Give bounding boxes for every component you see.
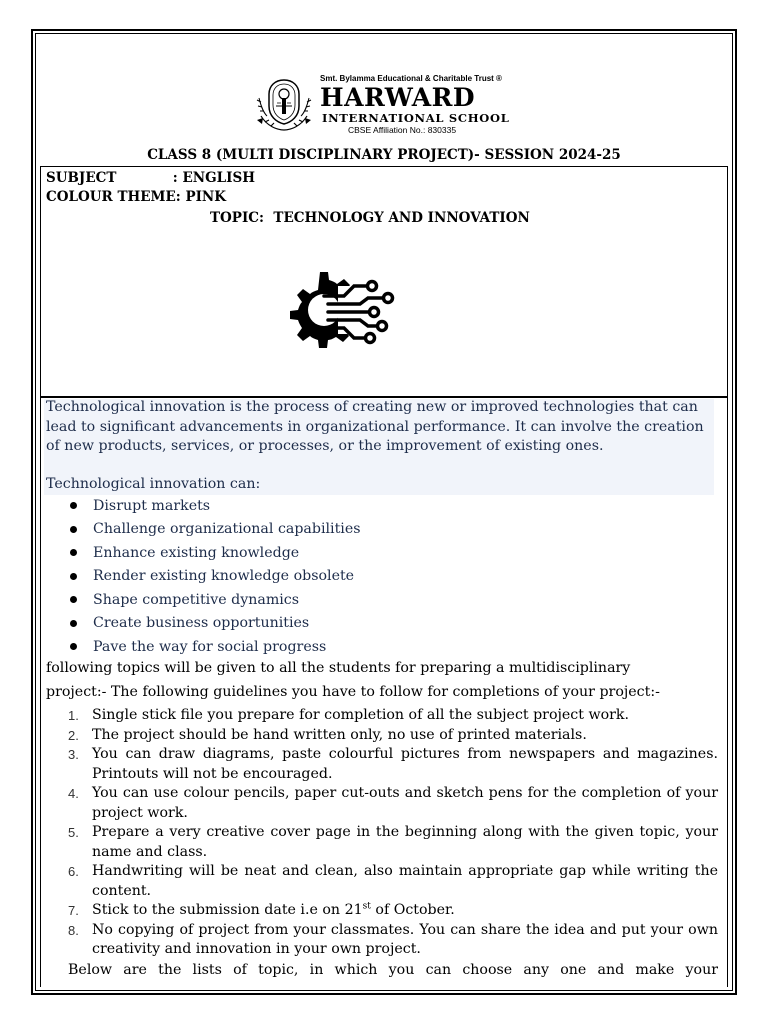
intro-paragraph: Technological innovation is the process of creating new or improved technologies that can lead to significant advancements in organizational performance. It can involve the creation of new products, services, or processes, or the improvement of existing ones.: [46, 399, 704, 454]
guideline-item: [46, 862, 718, 901]
bullet-text: Enhance existing knowledge: [93, 544, 300, 561]
guideline-number: 1.: [68, 708, 79, 723]
bullet-text: Shape competitive dynamics: [93, 591, 300, 608]
bullet-text: Render existing knowledge obsolete: [93, 568, 355, 585]
guidelines-list: [46, 706, 718, 960]
guidelines-intro-line-2: project:- The following guidelines you have to follow for completions of your project:-: [46, 684, 660, 700]
ordinal-suffix: st: [362, 901, 371, 912]
bullet-text: Disrupt markets: [93, 497, 211, 514]
guideline-text: You can draw diagrams, paste colourful pictures from newspapers and magazines. Printouts will not be encouraged.: [92, 746, 718, 782]
guideline-number: 6.: [68, 864, 79, 879]
guideline-number: 5.: [68, 825, 79, 840]
bullet-dot-icon: [70, 549, 77, 556]
subject-line: SUBJECT : ENGLISH: [46, 170, 255, 186]
school-crest-logo: [253, 76, 315, 134]
bullet-text: Pave the way for social progress: [93, 638, 327, 655]
topic-list-intro: Below are the lists of topic, in which you can choose any one and make your: [68, 962, 718, 978]
bullet-dot-icon: [70, 502, 77, 509]
guideline-number: 4.: [68, 786, 79, 801]
bullet-dot-icon: [70, 526, 77, 533]
guideline-text: You can use colour pencils, paper cut-outs and sketch pens for the completion of your project work.: [92, 785, 718, 821]
guideline-item: [46, 745, 718, 784]
guideline-text: Stick to the submission date i.e on 21: [92, 902, 363, 918]
bullet-item: [46, 588, 706, 612]
bullet-dot-icon: [70, 596, 77, 603]
guidelines-intro-line-1: following topics will be given to all the students for preparing a multidisciplinary: [46, 660, 631, 676]
innovation-bullet-list: [46, 494, 706, 659]
guideline-number: 3.: [68, 747, 79, 762]
guideline-item: [46, 706, 718, 726]
guideline-text: The project should be hand written only, no use of printed materials.: [92, 726, 587, 743]
class-session-title: CLASS 8 (MULTI DISCIPLINARY PROJECT)- SESSION 2024-25: [147, 147, 621, 163]
colour-theme-line: COLOUR THEME: PINK: [46, 189, 226, 205]
school-header: [0, 74, 768, 136]
guideline-item: [46, 901, 718, 921]
guideline-text: Handwriting will be neat and clean, also maintain appropriate gap while writing the content.: [92, 863, 718, 899]
affiliation-number: CBSE Affiliation No.: 830335: [348, 125, 457, 135]
bullet-text: Challenge organizational capabilities: [93, 521, 361, 538]
bullet-item: [46, 565, 706, 589]
guideline-item: [46, 726, 718, 746]
gear-circuit-icon: [282, 266, 402, 354]
intro-lead: Technological innovation can:: [46, 476, 261, 492]
guideline-item: [46, 784, 718, 823]
trust-name: Smt. Bylamma Educational & Charitable Trust ®: [320, 74, 502, 83]
guideline-text: Prepare a very creative cover page in the beginning along with the given topic, your name and class.: [92, 824, 718, 860]
guideline-text: Single stick file you prepare for completion of all the subject project work.: [92, 707, 630, 723]
school-name: HARWARD: [320, 83, 476, 112]
bullet-item: [46, 518, 706, 542]
guideline-number: 7.: [68, 903, 79, 918]
bullet-text: Create business opportunities: [93, 615, 310, 632]
guideline-item: [46, 823, 718, 862]
guideline-number: 2.: [68, 727, 79, 743]
school-subtitle: INTERNATIONAL SCHOOL: [322, 111, 510, 125]
guideline-item: [46, 921, 718, 960]
guideline-text-end: of October.: [370, 902, 455, 918]
bullet-dot-icon: [70, 620, 77, 627]
bullet-item: [46, 494, 706, 518]
bullet-dot-icon: [70, 643, 77, 650]
bullet-dot-icon: [70, 573, 77, 580]
guideline-number: 8.: [68, 922, 79, 938]
bullet-item: [46, 541, 706, 565]
bullet-item: [46, 635, 706, 659]
guideline-text: No copying of project from your classmates. You can share the idea and put your own creativity and innovation in your own project.: [92, 921, 718, 957]
bullet-item: [46, 612, 706, 636]
topic-heading: TOPIC: TECHNOLOGY AND INNOVATION: [210, 210, 530, 226]
